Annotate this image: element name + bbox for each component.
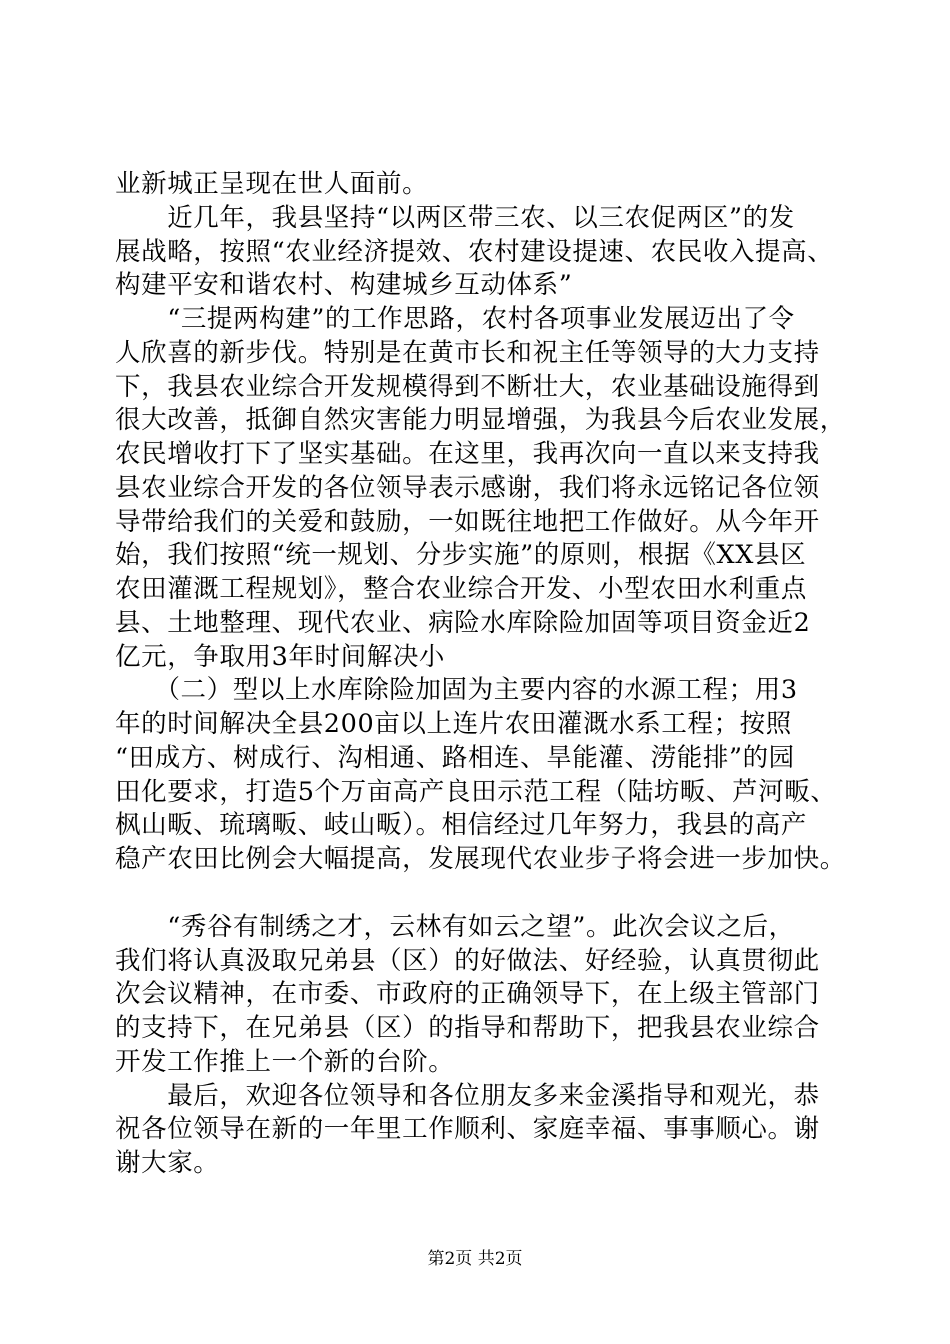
text-line: 的支持下，在兄弟县（区）的指导和帮助下，把我县农业综合 — [115, 1013, 820, 1043]
text-line: 稳产农田比例会大幅提高，发展现代农业步子将会进一步加快。 — [115, 844, 846, 874]
text-line: 展战略，按照“农业经济提效、农村建设提速、农民收入提高、 — [115, 237, 834, 267]
text-line: 县、土地整理、现代农业、病险水库除险加固等项目资金近2 — [115, 608, 811, 638]
text-line: 开发工作推上一个新的台阶。 — [115, 1047, 455, 1077]
text-line: 县农业综合开发的各位领导表示感谢，我们将永远铭记各位领 — [115, 473, 820, 503]
text-line: 导带给我们的关爱和鼓励，一如既往地把工作做好。从今年开 — [115, 507, 820, 537]
text-line: 枫山畈、琉璃畈、岐山畈）。相信经过几年努力，我县的高产 — [115, 810, 807, 840]
text-line: 祝各位领导在新的一年里工作顺利、家庭幸福、事事顺心。谢 — [115, 1114, 820, 1144]
text-line: 年的时间解决全县200亩以上连片农田灌溉水系工程；按照 — [115, 709, 792, 739]
text-line: 人欣喜的新步伐。特别是在黄市长和祝主任等领导的大力支持 — [115, 338, 820, 368]
text-line: 田化要求，打造5个万亩高产良田示范工程（陆坊畈、芦河畈、 — [115, 777, 837, 807]
text-line: 下，我县农业综合开发规模得到不断壮大，农业基础设施得到 — [115, 372, 820, 402]
page-number-footer: 第2页 共2页 — [427, 1249, 523, 1269]
text-line: 亿元，争取用3年时间解决小 — [115, 642, 446, 672]
text-line: 我们将认真汲取兄弟县（区）的好做法、好经验，认真贯彻此 — [115, 946, 820, 976]
text-line: 近几年，我县坚持“以两区带三农、以三农促两区”的发 — [115, 203, 795, 233]
text-line: （二）型以上水库除险加固为主要内容的水源工程；用3 — [115, 675, 798, 705]
text-line: 构建平安和谐农村、构建城乡互动体系” — [115, 270, 573, 300]
text-line: 最后，欢迎各位领导和各位朋友多来金溪指导和观光，恭 — [115, 1081, 820, 1111]
text-line: 很大改善，抵御自然灾害能力明显增强，为我县今后农业发展， — [115, 405, 846, 435]
text-line: 农民增收打下了坚实基础。在这里，我再次向一直以来支持我 — [115, 439, 820, 469]
text-line: “秀谷有制绣之才，云林有如云之望”。此次会议之后， — [115, 912, 795, 942]
text-line: “三提两构建”的工作思路，农村各项事业发展迈出了令 — [115, 304, 795, 334]
text-line: 次会议精神，在市委、市政府的正确领导下，在上级主管部门 — [115, 979, 820, 1009]
text-line: 始，我们按照“统一规划、分步实施”的原则，根据《XX县区 — [115, 540, 807, 570]
text-line: 农田灌溉工程规划》，整合农业综合开发、小型农田水利重点 — [115, 574, 807, 604]
text-line: “田成方、树成行、沟相通、路相连、旱能灌、涝能排”的园 — [115, 743, 795, 773]
text-line: 谢大家。 — [115, 1148, 220, 1178]
text-line: 业新城正呈现在世人面前。 — [115, 169, 429, 199]
